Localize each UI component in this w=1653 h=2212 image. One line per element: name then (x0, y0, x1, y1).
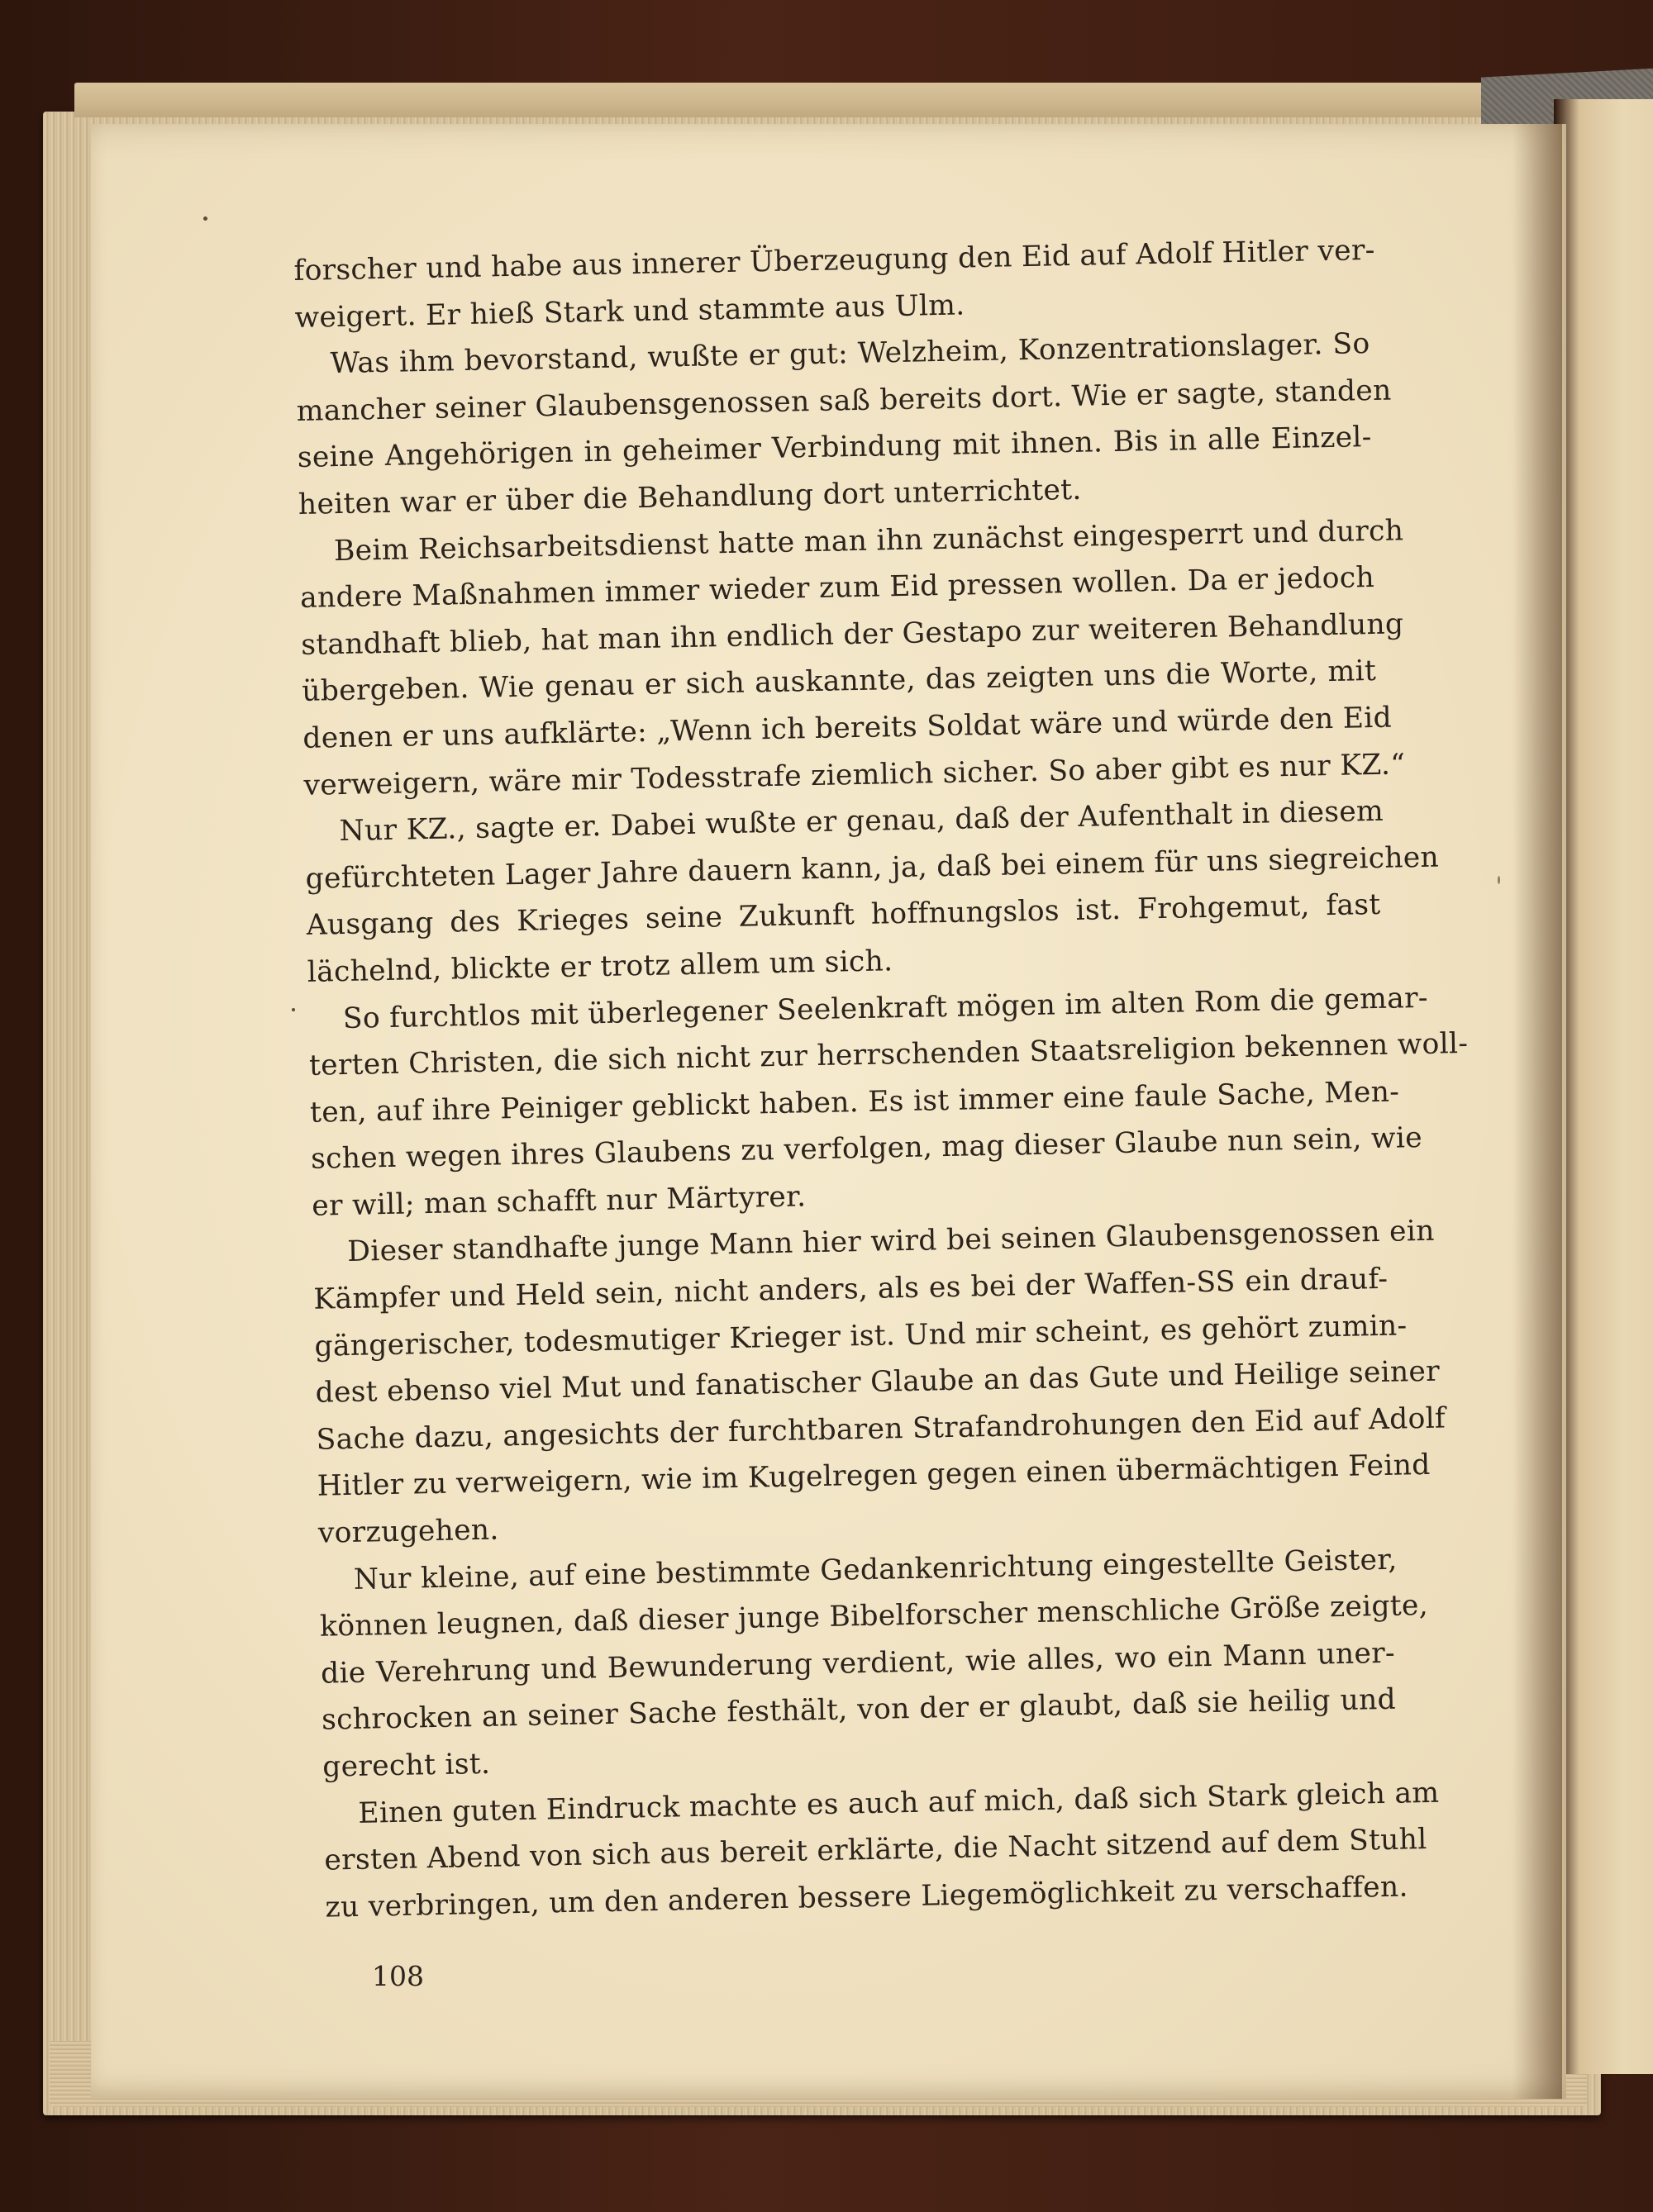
text-line: andere Maßnahmen immer wieder zum Eid pressen wollen. Da er jedoch (299, 561, 1375, 616)
text-line: gängerischer, todesmutiger Krieger ist. Und mir scheint, es gehört zumin- (314, 1309, 1408, 1363)
text-line: Nur kleine, auf eine bestimmte Gedankenrichtung eingestellte Geister, (353, 1543, 1398, 1596)
text-line: ten, auf ihre Peiniger geblickt haben. Es ist immer eine faule Sache, Men- (309, 1075, 1400, 1130)
gutter-shadow (1512, 124, 1562, 2099)
text-line: schrocken an seiner Sache festhält, von der er glaubt, daß sie heilig und (321, 1683, 1397, 1738)
body-text (293, 227, 1469, 1931)
paper-speck (1498, 876, 1500, 884)
text-line: Was ihm bevorstand, wußte er gut: Welzheim, Konzentrationslager. So (330, 327, 1370, 381)
text-line: forscher und habe aus innerer Überzeugung den Eid auf Adolf Hitler ver- (293, 233, 1376, 288)
text-line: gefürchteten Lager Jahre dauern kann, ja, daß bei einem für uns siegreichen (305, 840, 1440, 896)
text-line: weigert. Er hieß Stark und stammte aus Ulm. (294, 288, 965, 335)
text-line: Dieser standhafte junge Mann hier wird bei seinen Glaubensgenossen ein (346, 1215, 1436, 1269)
text-line: Hitler zu verweigern, wie im Kugelregen gegen einen übermächtigen Feind (317, 1449, 1431, 1504)
text-line: Einen guten Eindruck machte es auch auf mich, daß sich Stark gleich am (357, 1776, 1440, 1830)
book-top-edge (74, 83, 1488, 117)
text-line: können leugnen, daß dieser junge Bibelforscher menschliche Größe zeigte, (319, 1589, 1429, 1644)
text-line: lächelnd, blickte er trotz allem um sich. (307, 944, 893, 989)
text-line: er will; man schafft nur Märtyrer. (311, 1180, 807, 1223)
text-line: So furchtlos mit überlegener Seelenkraft mögen im alten Rom die gemar- (342, 981, 1429, 1035)
text-line: Beim Reichsarbeitsdienst hatte man ihn zunächst eingesperrt und durch (333, 513, 1404, 568)
text-line: Ausgang des Krieges seine Zukunft hoffnungslos ist. Frohgemut, fast (306, 888, 1381, 943)
text-line: schen wegen ihres Glaubens zu verfolgen, mag dieser Glaube nun sein, wie (310, 1121, 1423, 1177)
text-line: dest ebenso viel Mut und fanatischer Glaube an das Gute und Heilige seiner (315, 1354, 1441, 1410)
page-number: 108 (372, 1960, 424, 1992)
text-line: übergeben. Wie genau er sich auskannte, das zeigten uns die Worte, mit (301, 654, 1377, 709)
text-line: mancher seiner Glaubensgenossen saß bereits dort. Wie er sagte, standen (296, 373, 1392, 428)
text-line: Nur KZ., sagte er. Dabei wußte er genau, daß der Aufenthalt in diesem (339, 794, 1384, 849)
text-line: verweigern, wäre mir Todesstrafe ziemlich sicher. So aber gibt es nur KZ.“ (303, 747, 1406, 802)
text-line: Kämpfer und Held sein, nicht anders, als es bei der Waffen-SS ein drauf- (313, 1262, 1389, 1316)
text-line: gerecht ist. (322, 1747, 491, 1784)
facing-page-edge (1554, 99, 1653, 2074)
paper-speck (203, 216, 207, 221)
text-line: seine Angehörigen in geheimer Verbindung mit ihnen. Bis in alle Einzel- (297, 421, 1373, 475)
text-line: Sache dazu, angesichts der furchtbaren Strafandrohungen den Eid auf Adolf (316, 1401, 1446, 1457)
text-line: ersten Abend von sich aus bereit erklärte, die Nacht sitzend auf dem Stuhl (324, 1823, 1427, 1877)
text-line: die Verehrung und Bewunderung verdient, wie alles, wo ein Mann uner- (320, 1636, 1396, 1691)
text-line: heiten war er über die Behandlung dort unterrichtet. (298, 473, 1082, 521)
text-line: zu verbringen, um den anderen bessere Liegemöglichkeit zu verschaffen. (325, 1870, 1409, 1924)
text-line: standhaft blieb, hat man ihn endlich der Gestapo zur weiteren Behandlung (300, 607, 1404, 662)
paper-speck (292, 1008, 295, 1011)
text-line: vorzugehen. (317, 1513, 499, 1550)
text-line: denen er uns aufklärte: „Wenn ich bereits Soldat wäre und würde den Eid (302, 701, 1393, 755)
text-line: terten Christen, die sich nicht zur herrschenden Staatsreligion bekennen woll- (308, 1026, 1469, 1082)
